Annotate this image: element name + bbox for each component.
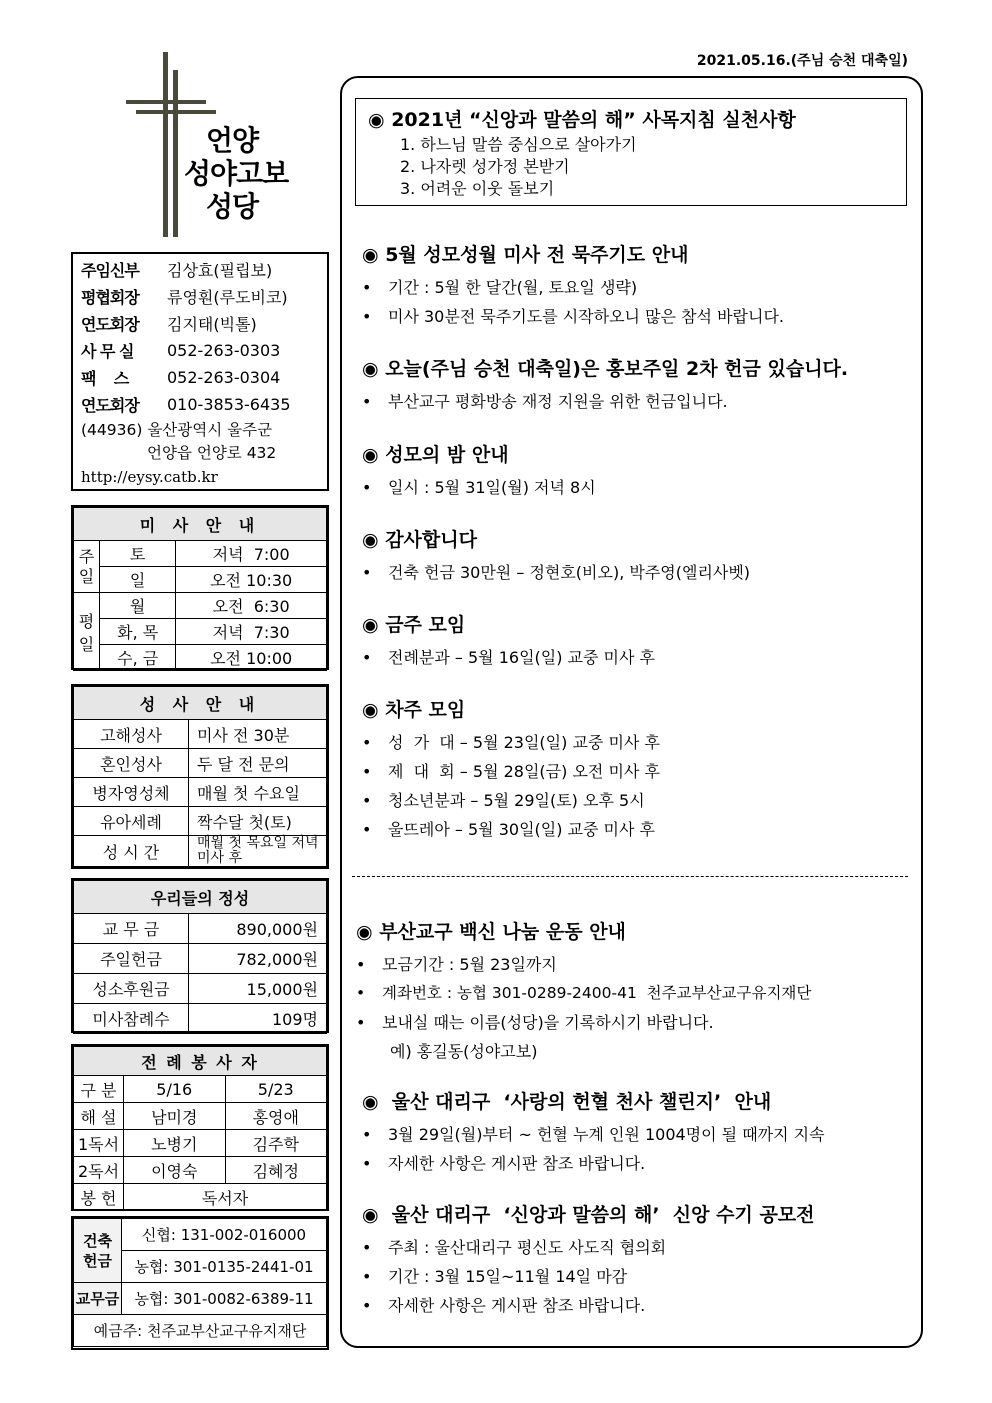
mass-title: 미 사 안 내 <box>74 508 327 541</box>
servers-person: 김주학 <box>225 1130 327 1157</box>
bullet-icon: • <box>362 762 372 781</box>
section-divider <box>352 876 908 877</box>
contact-value: 010-3853-6435 <box>167 395 291 414</box>
parish-name-line3: 성당 <box>206 190 259 223</box>
sacrament-info: 매월 첫 목요일 저녁미사 후 <box>189 836 327 867</box>
bullet-icon: • <box>362 307 372 326</box>
notice-item <box>362 558 917 587</box>
goal-item: 1. 하느님 말씀 중심으로 살아가기 <box>400 135 637 154</box>
notice-item <box>362 1233 917 1262</box>
mass-day: 일 <box>100 567 176 593</box>
notice-text: 주최 : 울산대리구 평신도 사도직 협의회 <box>388 1238 667 1257</box>
notice-item <box>362 473 917 502</box>
servers-person: 노병기 <box>124 1130 226 1157</box>
notice-text: 제 대 회 – 5월 28일(금) 오전 미사 후 <box>388 762 660 781</box>
notice-item <box>356 950 911 979</box>
notice-item <box>362 1149 917 1178</box>
notice-blood-donation <box>362 1087 917 1178</box>
contact-key: 평협회장 <box>81 288 139 307</box>
notice-item <box>362 1291 917 1320</box>
notice-title: ◉ 차주 모임 <box>362 699 466 721</box>
notice-item <box>362 728 917 757</box>
contact-value: 류영훤(루도비코) <box>167 288 288 307</box>
notice-essay-contest <box>362 1200 917 1320</box>
notice-second-collection <box>362 354 917 416</box>
mass-day: 토 <box>100 541 176 567</box>
notice-title: ◉ 5월 성모성월 미사 전 묵주기도 안내 <box>362 244 689 266</box>
servers-person: 김혜정 <box>225 1157 327 1184</box>
notice-text: 일시 : 5월 31일(월) 저녁 8시 <box>388 478 596 497</box>
bullet-icon: • <box>362 733 372 752</box>
notice-text: 계좌번호 : 농협 301-0289-2400-41 천주교부산교구유지재단 <box>382 984 812 1002</box>
bank-accounts-table <box>71 1216 329 1350</box>
sacrament-info: 두 달 전 문의 <box>189 749 327 778</box>
servers-title: 전 례 봉 사 자 <box>74 1047 327 1076</box>
servers-person: 남미경 <box>124 1103 226 1130</box>
mass-day: 수, 금 <box>100 645 176 671</box>
servers-person: 이영숙 <box>124 1157 226 1184</box>
sacrament-info: 짝수달 첫(토) <box>189 807 327 836</box>
parish-name <box>184 124 296 223</box>
cross-icon <box>163 52 168 237</box>
contact-key: 팩 스 <box>81 369 129 388</box>
tithe-account: 농협: 301-0082-6389-11 <box>122 1283 327 1315</box>
contact-value: 김상효(필립보) <box>167 261 273 280</box>
parish-name-line1: 언양 <box>206 124 259 157</box>
notice-rosary <box>362 240 917 331</box>
servers-date: 5/23 <box>225 1076 327 1103</box>
offering-amount: 890,000원 <box>189 914 327 944</box>
sacrament-name: 혼인성사 <box>74 749 189 778</box>
address-line1: (44936) 울산광역시 울주군 <box>81 421 273 439</box>
offering-name: 성소후원금 <box>74 974 189 1004</box>
notice-text: 기간 : 3월 15일~11월 14일 마감 <box>388 1267 628 1286</box>
liturgy-servers-table <box>71 1044 329 1211</box>
notice-title: ◉ 울산 대리구 ‘사랑의 헌혈 천사 챌린지’ 안내 <box>362 1091 772 1113</box>
bullet-icon: • <box>362 648 372 667</box>
sacraments-title: 성 사 안 내 <box>74 687 327 720</box>
notice-text: 부산교구 평화방송 재정 지원을 위한 헌금입니다. <box>388 392 728 411</box>
cross-bar <box>126 100 206 104</box>
notice-text: 모금기간 : 5월 23일까지 <box>382 955 557 974</box>
notice-title: ◉ 감사합니다 <box>362 529 477 551</box>
contact-key: 사 무 실 <box>81 342 134 361</box>
notice-item <box>362 643 917 672</box>
bullet-icon: • <box>356 984 366 1002</box>
offering-amount: 782,000원 <box>189 944 327 974</box>
notice-item <box>362 302 917 331</box>
servers-role: 2독서 <box>74 1157 124 1184</box>
contact-value: 김지태(빅톨) <box>167 315 257 334</box>
mass-time: 저녁 7:30 <box>176 619 327 645</box>
notice-marian-night <box>362 440 917 502</box>
notice-item <box>356 979 911 1008</box>
goal-item: 2. 나자렛 성가정 본받기 <box>400 157 570 176</box>
mass-time: 저녁 7:00 <box>176 541 327 567</box>
bullet-icon: • <box>362 478 372 497</box>
notice-title: ◉ 부산교구 백신 나눔 운동 안내 <box>356 921 626 943</box>
notice-this-week <box>362 610 917 672</box>
notice-text: 예) 홍길동(성야고보) <box>390 1042 538 1061</box>
cross-bar-shadow <box>136 110 216 114</box>
offering-name: 미사참례수 <box>74 1004 189 1034</box>
building-account-1: 신협: 131-002-016000 <box>122 1219 327 1251</box>
notice-title: ◉ 금주 모임 <box>362 614 466 636</box>
contact-key: 연도회장 <box>81 315 139 334</box>
servers-person: 독서자 <box>124 1184 327 1211</box>
contact-value: 052-263-0303 <box>167 341 281 360</box>
bullet-icon: • <box>362 1238 372 1257</box>
notice-item <box>362 786 917 815</box>
notice-item <box>362 757 917 786</box>
bullet-icon: • <box>362 791 372 810</box>
notice-text: 기간 : 5월 한 달간(월, 토요일 생략) <box>388 278 638 297</box>
contact-box <box>71 252 329 491</box>
notice-text: 성 가 대 – 5월 23일(일) 교중 미사 후 <box>388 733 660 752</box>
bullet-icon: • <box>362 278 372 297</box>
notice-item <box>362 815 917 844</box>
notice-text: 울뜨레아 – 5월 30일(일) 교중 미사 후 <box>388 820 656 839</box>
bullet-icon: • <box>356 955 366 974</box>
notice-title: ◉ 울산 대리구 ‘신앙과 말씀의 해’ 신앙 수기 공모전 <box>362 1204 815 1226</box>
notice-text: 자세한 사항은 게시판 참조 바랍니다. <box>388 1296 646 1315</box>
notice-item <box>356 1037 911 1066</box>
contact-key: 주임신부 <box>81 261 139 280</box>
goal-item: 3. 어려운 이웃 돌보기 <box>400 179 555 198</box>
bulletin-date: 2021.05.16.(주님 승천 대축일) <box>696 53 908 69</box>
sacrament-name: 고해성사 <box>74 720 189 749</box>
bullet-icon: • <box>362 1154 372 1173</box>
cross-icon-shadow <box>173 70 178 237</box>
mass-day: 월 <box>100 593 176 619</box>
servers-role: 구 분 <box>74 1076 124 1103</box>
notice-title: ◉ 성모의 밤 안내 <box>362 444 509 466</box>
sacrament-info: 매월 첫 수요일 <box>189 778 327 807</box>
website-link[interactable]: http://eysy.catb.kr <box>81 468 218 486</box>
notice-next-week <box>362 695 917 844</box>
bullet-icon: • <box>362 1296 372 1315</box>
sunday-label-text: 주일 <box>78 546 95 586</box>
notice-thanks <box>362 525 917 587</box>
pastoral-goals-title: ◉ 2021년 “신앙과 말씀의 해” 사목지침 실천사항 <box>368 109 796 131</box>
building-fund-label: 건축헌금 <box>74 1219 122 1283</box>
parish-name-line2: 성야고보 <box>184 157 289 190</box>
notice-item <box>356 1008 911 1037</box>
weekday-label <box>74 593 100 671</box>
servers-role: 봉 헌 <box>74 1184 124 1211</box>
bullet-icon: • <box>362 1267 372 1286</box>
servers-date: 5/16 <box>124 1076 226 1103</box>
sacrament-name: 병자영성체 <box>74 778 189 807</box>
offering-name: 교 무 금 <box>74 914 189 944</box>
notice-vaccine-sharing <box>356 917 911 1066</box>
notice-text: 3월 29일(월)부터 ~ 헌혈 누계 인원 1004명이 될 때까지 지속 <box>388 1125 825 1144</box>
sacrament-name: 유아세례 <box>74 807 189 836</box>
building-account-2: 농협: 301-0135-2441-01 <box>122 1251 327 1283</box>
mass-day: 화, 목 <box>100 619 176 645</box>
sunday-label <box>74 541 100 593</box>
notice-text: 자세한 사항은 게시판 참조 바랍니다. <box>388 1154 646 1173</box>
servers-person: 홍영애 <box>225 1103 327 1130</box>
address-line2: 언양읍 언양로 432 <box>147 444 277 462</box>
offering-amount: 15,000원 <box>189 974 327 1004</box>
bullet-icon: • <box>362 820 372 839</box>
servers-role: 해 설 <box>74 1103 124 1130</box>
contact-key: 연도회장 <box>81 396 139 415</box>
bullet-icon: • <box>362 1125 372 1144</box>
notice-item <box>362 1262 917 1291</box>
account-holder: 예금주: 천주교부산교구유지재단 <box>74 1315 327 1347</box>
mass-time: 오전 10:00 <box>176 645 327 671</box>
notice-text: 미사 30분전 묵주기도를 시작하오니 많은 참석 바랍니다. <box>388 307 784 326</box>
offering-title: 우리들의 정성 <box>74 881 327 914</box>
bullet-icon: • <box>362 563 372 582</box>
bullet-icon: • <box>356 1013 366 1032</box>
mass-time: 오전 10:30 <box>176 567 327 593</box>
notice-item <box>362 1120 917 1149</box>
sacrament-info: 미사 전 30분 <box>189 720 327 749</box>
sacrament-name: 성 시 간 <box>74 836 189 867</box>
notice-text: 전례분과 – 5월 16일(일) 교중 미사 후 <box>388 648 656 667</box>
notice-title: ◉ 오늘(주님 승천 대축일)은 홍보주일 2차 헌금 있습니다. <box>362 358 849 380</box>
mass-time: 오전 6:30 <box>176 593 327 619</box>
notice-item <box>362 273 917 302</box>
offering-amount: 109명 <box>189 1004 327 1034</box>
contact-value: 052-263-0304 <box>167 368 281 387</box>
sacraments-table <box>71 684 329 869</box>
notice-text: 건축 헌금 30만원 – 정현호(비오), 박주영(엘리사벳) <box>388 563 751 582</box>
offering-name: 주일헌금 <box>74 944 189 974</box>
servers-role: 1독서 <box>74 1130 124 1157</box>
weekday-label-text: 평일 <box>78 611 95 654</box>
bullet-icon: • <box>362 392 372 411</box>
pastoral-goals-box <box>355 98 907 206</box>
offering-table <box>71 878 329 1033</box>
notice-text: 청소년분과 – 5월 29일(토) 오후 5시 <box>388 791 645 810</box>
tithe-label: 교무금 <box>74 1283 122 1315</box>
notice-text: 보내실 때는 이름(성당)을 기록하시기 바랍니다. <box>382 1013 714 1032</box>
mass-schedule-table <box>71 505 329 670</box>
parish-logo <box>126 52 296 242</box>
notice-item <box>362 387 917 416</box>
